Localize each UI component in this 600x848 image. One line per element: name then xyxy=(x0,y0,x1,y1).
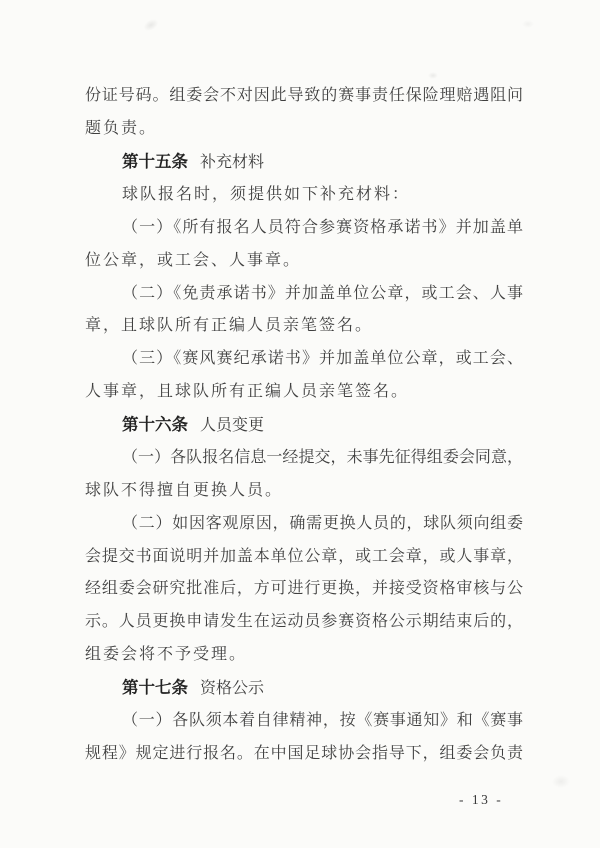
page-number: - 13 - xyxy=(459,792,504,807)
article-title: 资格公示 xyxy=(200,679,265,697)
text-line: 经组委会研究批准后，方可进行更换，并接受资格审核与公 xyxy=(85,580,523,598)
scan-artifact xyxy=(522,20,534,28)
article-17-heading xyxy=(85,672,523,706)
text-line: 份证号码。组委会不对因此导致的赛事责任保险理赔遇阻问 xyxy=(85,87,523,104)
text-line: 题负责。 xyxy=(85,119,158,137)
text-line: 球队不得擅自更换人员。 xyxy=(85,482,284,499)
text-line: （二）如因客观原因，确需更换人员的，球队须向组委 xyxy=(122,514,523,532)
article-number: 第十六条 xyxy=(122,414,188,434)
article-number: 第十七条 xyxy=(122,677,188,697)
text-line: 位公章，或工会、人事章。 xyxy=(85,251,302,269)
scan-artifact xyxy=(142,17,161,34)
text-line: （一）各队报名信息一经提交，未事先征得组委会同意， xyxy=(122,449,523,467)
text-line: 示。人员更换申请发生在运动员参赛资格公示期结束后的， xyxy=(85,613,523,630)
article-15-heading xyxy=(85,146,523,180)
text-line: （二）《免责承诺书》并加盖单位公章，或工会、人事 xyxy=(122,284,523,302)
document-body xyxy=(85,80,523,771)
text-line: （三）《赛风赛纪承诺书》并加盖单位公章，或工会、 xyxy=(122,350,523,367)
article-title: 补充材料 xyxy=(200,153,265,171)
scan-artifact xyxy=(552,775,570,788)
scan-artifact xyxy=(428,72,438,79)
text-line: 人事章，且球队所有正编人员亲笔签名。 xyxy=(85,382,410,400)
article-number: 第十五条 xyxy=(122,151,188,171)
text-line: 球队报名时，须提供如下补充材料： xyxy=(122,186,411,204)
text-line: 会提交书面说明并加盖本单位公章，或工会章，或人事章， xyxy=(85,547,523,565)
text-line: 组委会将不予受理。 xyxy=(85,645,248,663)
article-title: 人员变更 xyxy=(200,416,265,434)
text-line: （一）各队须本着自律精神，按《赛事通知》和《赛事 xyxy=(122,712,523,730)
text-line: 章，且球队所有正编人员亲笔签名。 xyxy=(85,317,374,335)
text-line: （一）《所有报名人员符合参赛资格承诺书》并加盖单 xyxy=(122,219,523,236)
text-line: 规程》规定进行报名。在中国足球协会指导下，组委会负责 xyxy=(85,745,523,762)
article-16-heading xyxy=(85,409,523,443)
